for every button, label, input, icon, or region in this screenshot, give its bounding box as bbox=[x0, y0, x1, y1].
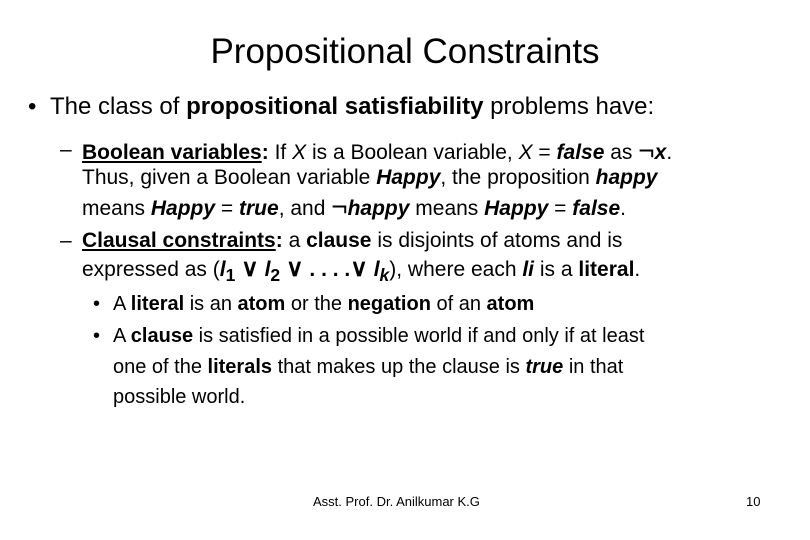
clausal-line-1 bbox=[82, 227, 622, 255]
atom-word: atom bbox=[237, 293, 286, 315]
or-symbol: ∨ bbox=[286, 255, 304, 282]
literal-word: literal bbox=[578, 258, 635, 281]
text: a bbox=[282, 229, 307, 252]
intro-line bbox=[50, 92, 654, 122]
false-value: false bbox=[556, 141, 605, 164]
clause-definition-line-1 bbox=[113, 322, 644, 350]
var-x: X bbox=[518, 141, 533, 164]
text: . bbox=[666, 141, 673, 164]
happy-variable: Happy bbox=[484, 197, 549, 220]
page-number: 10 bbox=[746, 494, 761, 509]
text: , and bbox=[278, 197, 332, 220]
bullet-marker-clause: • bbox=[93, 325, 101, 347]
text: , the proposition bbox=[440, 166, 596, 189]
negation-symbol: ¬ bbox=[331, 191, 348, 222]
bullet-marker-literal: • bbox=[93, 293, 101, 315]
literal-lk: l bbox=[373, 258, 380, 281]
text: If bbox=[268, 141, 293, 164]
text: is a Boolean variable, bbox=[306, 141, 519, 164]
literals-word: literals bbox=[207, 356, 273, 378]
text: as bbox=[604, 141, 639, 164]
text: one of the bbox=[113, 356, 208, 378]
text: expressed as ( bbox=[82, 258, 220, 281]
clausal-colon: : bbox=[275, 229, 283, 252]
text: = bbox=[548, 197, 573, 220]
clausal-line-2 bbox=[82, 255, 640, 289]
happy-proposition: happy bbox=[595, 166, 658, 189]
subscript: 2 bbox=[270, 265, 281, 286]
clausal-term: Clausal constraints bbox=[82, 229, 276, 252]
text: is a bbox=[534, 258, 579, 281]
false-value: false bbox=[572, 197, 621, 220]
clause-definition-line-2 bbox=[113, 353, 623, 381]
happy-proposition: happy bbox=[347, 197, 410, 220]
footer-author: Asst. Prof. Dr. Anilkumar K.G bbox=[313, 494, 480, 509]
intro-text-post: problems have: bbox=[483, 93, 655, 120]
literal-l2: l bbox=[264, 258, 271, 281]
boolean-line-3 bbox=[82, 192, 626, 223]
text: A bbox=[113, 293, 131, 315]
happy-variable: Happy bbox=[376, 166, 441, 189]
ellipsis-dots: . . . . bbox=[309, 258, 351, 281]
text: is an bbox=[184, 293, 238, 315]
text: means bbox=[409, 197, 485, 220]
happy-variable: Happy bbox=[150, 197, 216, 220]
literal-li: li bbox=[522, 258, 535, 281]
text: is satisfied in a possible world if and only if at least bbox=[193, 325, 645, 347]
text: = bbox=[532, 141, 557, 164]
text: or the bbox=[285, 293, 348, 315]
clause-definition-line-3: possible world. bbox=[113, 386, 246, 408]
subscript: 1 bbox=[225, 265, 236, 286]
slide-title: Propositional Constraints bbox=[210, 32, 600, 71]
text: . bbox=[634, 258, 641, 281]
boolean-term: Boolean variables bbox=[82, 141, 262, 164]
true-value: true bbox=[525, 356, 564, 378]
text: that makes up the clause is bbox=[272, 356, 526, 378]
subscript: k bbox=[379, 265, 390, 286]
text: . bbox=[620, 197, 626, 220]
clause-word: clause bbox=[306, 229, 372, 252]
intro-text-pre: The class of bbox=[50, 93, 187, 120]
text: of an bbox=[430, 293, 487, 315]
literal-l1: l bbox=[219, 258, 226, 281]
bullet-marker-intro: • bbox=[28, 93, 37, 120]
or-symbol: ∨ bbox=[241, 255, 259, 282]
text: is disjoints of atoms and is bbox=[371, 229, 623, 252]
text: ), where each bbox=[389, 258, 523, 281]
boolean-line-1 bbox=[82, 136, 672, 167]
var-x-lower: x bbox=[654, 141, 667, 164]
text: Thus, given a Boolean variable bbox=[82, 166, 377, 189]
var-x: X bbox=[292, 141, 307, 164]
negation-word: negation bbox=[347, 293, 431, 315]
or-symbol: ∨ bbox=[350, 255, 368, 282]
clause-word: clause bbox=[130, 325, 194, 347]
negation-symbol: ¬ bbox=[638, 135, 655, 166]
boolean-colon: : bbox=[261, 141, 269, 164]
dash-marker-boolean: – bbox=[60, 138, 72, 161]
text: A bbox=[113, 325, 131, 347]
boolean-line-2 bbox=[82, 164, 657, 192]
text: means bbox=[82, 197, 151, 220]
true-value: true bbox=[239, 197, 279, 220]
literal-definition-line bbox=[113, 290, 534, 318]
literal-word: literal bbox=[130, 293, 185, 315]
text: = bbox=[215, 197, 239, 220]
atom-word: atom bbox=[486, 293, 535, 315]
intro-bold-term: propositional satisfiability bbox=[186, 93, 484, 120]
text: in that bbox=[563, 356, 624, 378]
dash-marker-clausal: – bbox=[60, 229, 72, 252]
